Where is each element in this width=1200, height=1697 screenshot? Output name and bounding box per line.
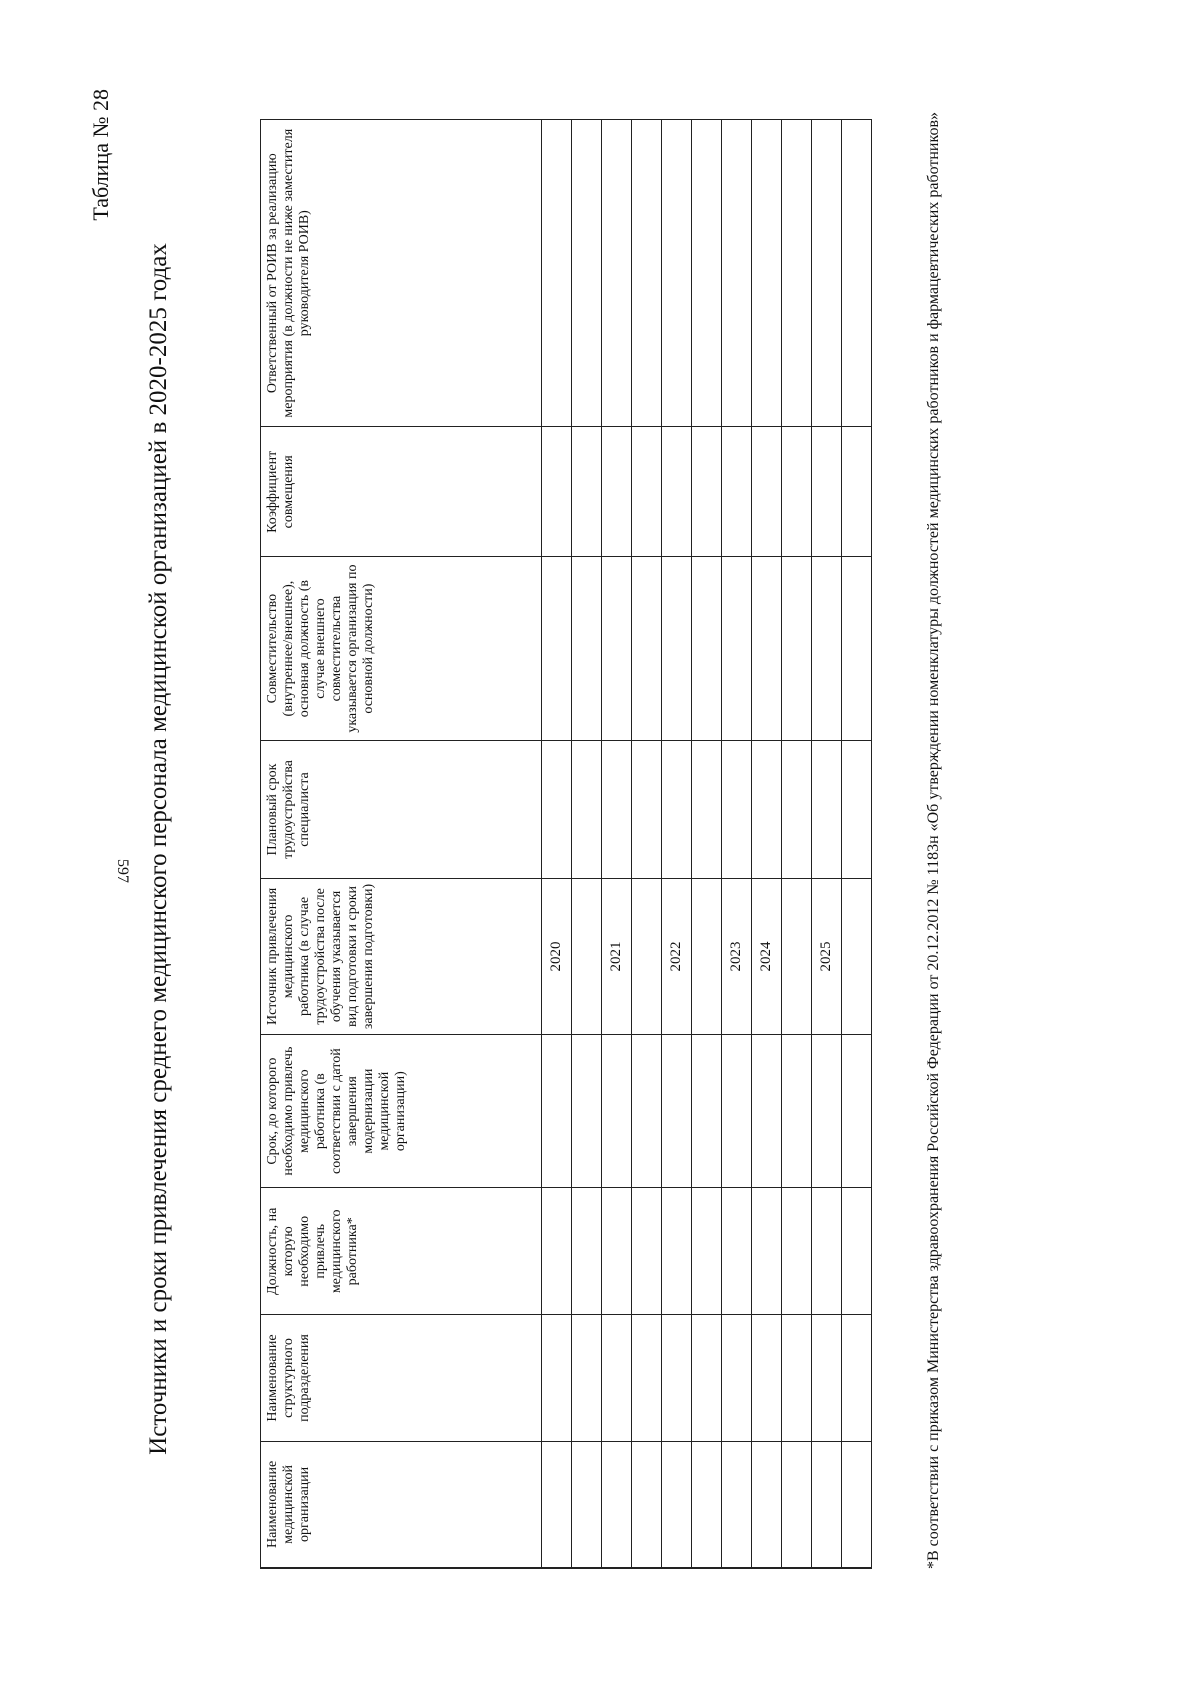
table-cell	[542, 119, 572, 426]
table-cell	[842, 426, 872, 556]
table-cell	[542, 1314, 572, 1441]
table-cell	[662, 119, 692, 426]
table-cell	[812, 119, 842, 426]
table-row	[542, 119, 572, 1568]
table-row	[812, 119, 842, 1568]
table-cell	[842, 1187, 872, 1314]
year-cell	[572, 878, 602, 1034]
year-cell	[692, 878, 722, 1034]
table-cell	[752, 556, 782, 740]
table-cell	[722, 426, 752, 556]
table-cell	[632, 740, 662, 878]
table-cell	[722, 1314, 752, 1441]
table-cell	[602, 1441, 632, 1568]
table-cell	[572, 1034, 602, 1188]
table-cell	[662, 1441, 692, 1568]
table-cell	[602, 426, 632, 556]
table-cell	[602, 556, 632, 740]
table-cell	[752, 1314, 782, 1441]
table-cell	[692, 426, 722, 556]
table-cell	[752, 119, 782, 426]
table-cell	[542, 1187, 572, 1314]
table-cell	[842, 1034, 872, 1188]
column-header: Источник привлечения медицинского работника (в случае трудоустройства после обучения указывается вид подготовки и сроки завершения подготовки)	[261, 878, 542, 1034]
table-cell	[782, 119, 812, 426]
year-cell	[632, 878, 662, 1034]
table-cell	[602, 1314, 632, 1441]
table-cell	[812, 1441, 842, 1568]
table-cell	[752, 1441, 782, 1568]
table-cell	[782, 556, 812, 740]
table-header-row	[261, 119, 542, 1568]
table-cell	[692, 1441, 722, 1568]
table-row	[572, 119, 602, 1568]
table-cell	[842, 556, 872, 740]
table-cell	[662, 426, 692, 556]
table-cell	[632, 1441, 662, 1568]
table-cell	[662, 1034, 692, 1188]
table-cell	[812, 426, 842, 556]
table-cell	[632, 119, 662, 426]
table-cell	[722, 1441, 752, 1568]
table-cell	[542, 426, 572, 556]
table-cell	[632, 1187, 662, 1314]
table-cell	[572, 556, 602, 740]
table-cell	[662, 556, 692, 740]
table-cell	[812, 740, 842, 878]
table-row	[722, 119, 752, 1568]
table-cell	[782, 1441, 812, 1568]
footnote: *В соответствии с приказом Министерства здравоохранения Российской Федерации от 20.12.2012 № 1183н «Об утверждении номенклатуры должностей медицинских работников и фармацевтических работников»	[925, 111, 942, 1569]
table-cell	[632, 426, 662, 556]
table-cell	[572, 1314, 602, 1441]
table-cell	[842, 119, 872, 426]
column-header: Плановый срок трудоустройства специалиста	[261, 740, 542, 878]
table-cell	[542, 556, 572, 740]
column-header: Совместительство (внутреннее/внешнее), основная должность (в случае внешнего совместительства указывается организация по основной должности)	[261, 556, 542, 740]
table-cell	[542, 1441, 572, 1568]
year-cell: 2022	[662, 878, 692, 1034]
column-header: Должность, на которую необходимо привлечь медицинского работника*	[261, 1187, 542, 1314]
table-cell	[632, 1034, 662, 1188]
table-cell	[542, 1034, 572, 1188]
table-row	[842, 119, 872, 1568]
table-cell	[722, 556, 752, 740]
table-row	[752, 119, 782, 1568]
table-cell	[572, 1441, 602, 1568]
year-cell	[842, 878, 872, 1034]
table-row	[692, 119, 722, 1568]
table-cell	[662, 740, 692, 878]
table-cell	[782, 426, 812, 556]
table-cell	[722, 119, 752, 426]
table-cell	[692, 1034, 722, 1188]
table-cell	[842, 740, 872, 878]
table-cell	[752, 1034, 782, 1188]
table-cell	[692, 556, 722, 740]
year-cell: 2024	[752, 878, 782, 1034]
table-cell	[572, 740, 602, 878]
table-cell	[782, 740, 812, 878]
document-title: Источники и сроки привлечения среднего медицинского персонала медицинской организацией в 2020-2025 годах	[145, 242, 172, 1455]
table-cell	[602, 1187, 632, 1314]
page-number: 597	[114, 859, 131, 883]
table-cell	[812, 556, 842, 740]
year-cell: 2023	[722, 878, 752, 1034]
table-cell	[722, 740, 752, 878]
table-cell	[752, 740, 782, 878]
table-cell	[572, 426, 602, 556]
column-header: Ответственный от РОИВ за реализацию мероприятия (в должности не ниже заместителя руководителя РОИВ)	[261, 119, 542, 426]
table-cell	[692, 119, 722, 426]
table-cell	[782, 1314, 812, 1441]
table-cell	[722, 1187, 752, 1314]
table-cell	[542, 740, 572, 878]
column-header: Срок, до которого необходимо привлечь медицинского работника (в соответствии с датой завершения модернизации медицинской организации)	[261, 1034, 542, 1188]
table-cell	[602, 119, 632, 426]
table-cell	[602, 740, 632, 878]
table-cell	[842, 1441, 872, 1568]
year-cell	[782, 878, 812, 1034]
year-cell: 2021	[602, 878, 632, 1034]
year-cell: 2020	[542, 878, 572, 1034]
table-cell	[812, 1314, 842, 1441]
table-cell	[722, 1034, 752, 1188]
table-cell	[752, 426, 782, 556]
column-header: Наименование структурного подразделения	[261, 1314, 542, 1441]
table-cell	[572, 1187, 602, 1314]
table-cell	[752, 1187, 782, 1314]
column-header: Коэффициент совмещения	[261, 426, 542, 556]
table-cell	[662, 1187, 692, 1314]
table-cell	[632, 1314, 662, 1441]
table-cell	[692, 1314, 722, 1441]
rotated-page-content	[70, 49, 1130, 1649]
table-cell	[572, 119, 602, 426]
table-cell	[602, 1034, 632, 1188]
table-cell	[842, 1314, 872, 1441]
table-cell	[782, 1034, 812, 1188]
table-row	[662, 119, 692, 1568]
year-cell: 2025	[812, 878, 842, 1034]
table-cell	[812, 1034, 842, 1188]
table-cell	[692, 740, 722, 878]
table-cell	[692, 1187, 722, 1314]
table-cell	[662, 1314, 692, 1441]
table-cell	[632, 556, 662, 740]
table-row	[782, 119, 812, 1568]
personnel-sources-table	[260, 119, 872, 1569]
column-header: Наименование медицинской организации	[261, 1441, 542, 1568]
table-number: Таблица № 28	[88, 88, 113, 221]
table-row	[632, 119, 662, 1568]
table-cell	[782, 1187, 812, 1314]
table-cell	[812, 1187, 842, 1314]
table-row	[602, 119, 632, 1568]
